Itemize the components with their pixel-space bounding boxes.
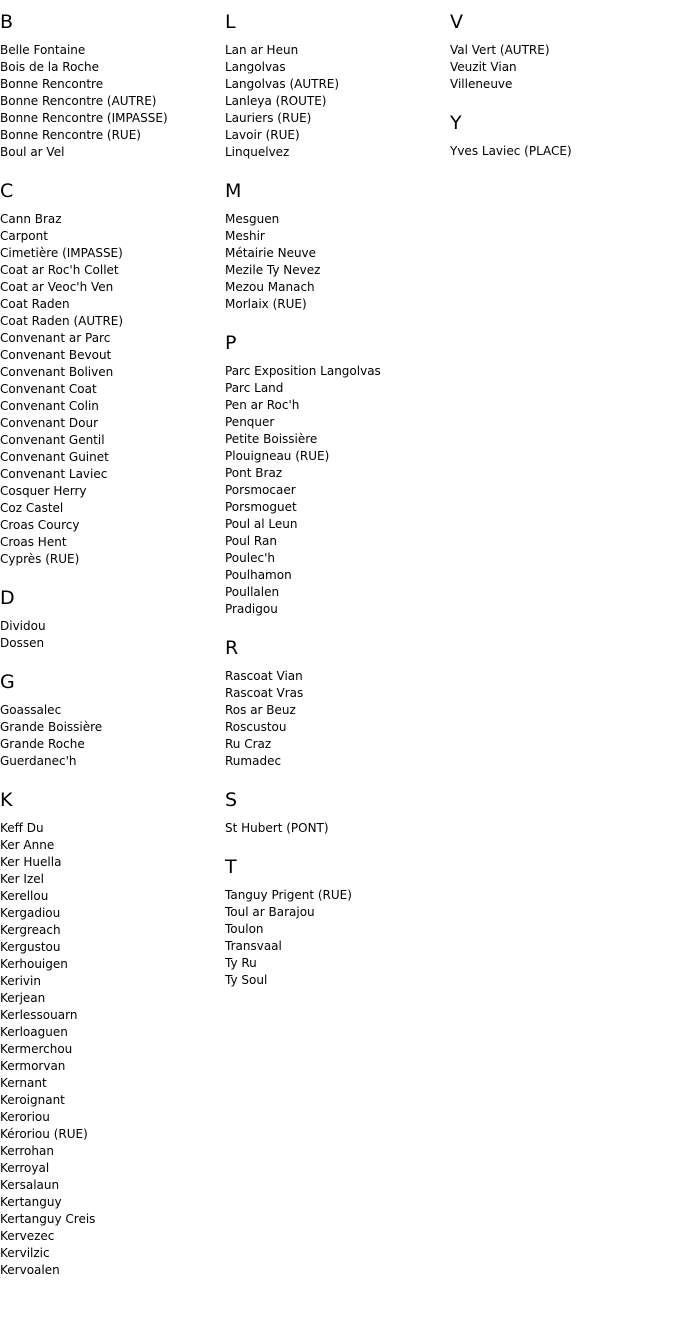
street-link[interactable]: St Hubert (PONT) xyxy=(225,821,329,835)
street-link[interactable]: Langolvas xyxy=(225,60,286,74)
street-link[interactable]: Belle Fontaine xyxy=(0,43,86,57)
list-item xyxy=(225,972,450,989)
letter-heading: P xyxy=(225,332,237,354)
list-item xyxy=(225,533,450,550)
list-item xyxy=(225,431,450,448)
entry-list xyxy=(225,820,450,837)
street-link[interactable]: Cimetière (IMPASSE) xyxy=(0,246,123,260)
street-link[interactable]: Bois de la Roche xyxy=(0,60,100,74)
street-link[interactable]: Pen ar Roc'h xyxy=(225,398,300,412)
list-item xyxy=(0,922,225,939)
entry-list xyxy=(0,820,225,1279)
list-item xyxy=(0,364,225,381)
street-link[interactable]: Tanguy Prigent (RUE) xyxy=(225,888,352,902)
list-item xyxy=(225,921,450,938)
street-link[interactable]: Val Vert (AUTRE) xyxy=(450,43,550,57)
street-link[interactable]: Lauriers (RUE) xyxy=(225,111,312,125)
list-item xyxy=(450,76,675,93)
street-link[interactable]: Toul ar Barajou xyxy=(225,905,315,919)
street-link[interactable]: Kerroyal xyxy=(0,1161,50,1175)
entry-list xyxy=(225,668,450,770)
list-item xyxy=(225,499,450,516)
street-link[interactable]: Plouigneau (RUE) xyxy=(225,449,330,463)
list-item xyxy=(0,1007,225,1024)
street-link[interactable]: Rumadec xyxy=(225,754,282,768)
entry-list xyxy=(450,143,675,160)
list-item xyxy=(225,955,450,972)
list-item xyxy=(0,939,225,956)
street-link[interactable]: Pradigou xyxy=(225,602,278,616)
list-item xyxy=(0,211,225,228)
street-link[interactable]: Poulec'h xyxy=(225,551,275,565)
letter-group xyxy=(225,179,450,313)
list-item xyxy=(0,1177,225,1194)
list-item xyxy=(225,904,450,921)
street-link[interactable]: Kerjean xyxy=(0,991,46,1005)
list-item xyxy=(225,245,450,262)
street-link[interactable]: Convenant Gentil xyxy=(0,433,105,447)
street-link[interactable]: Convenant ar Parc xyxy=(0,331,111,345)
street-link[interactable]: Dossen xyxy=(0,636,45,650)
street-link[interactable]: Yves Laviec (PLACE) xyxy=(450,144,572,158)
letter-group xyxy=(0,179,225,568)
list-item xyxy=(225,465,450,482)
list-item xyxy=(225,584,450,601)
list-item xyxy=(0,279,225,296)
list-item xyxy=(225,110,450,127)
list-item xyxy=(0,753,225,770)
entry-list xyxy=(225,211,450,313)
list-item xyxy=(225,601,450,618)
list-item xyxy=(225,685,450,702)
list-item xyxy=(0,110,225,127)
street-link[interactable]: Convenant Guinet xyxy=(0,450,109,464)
list-item xyxy=(0,228,225,245)
letter-group xyxy=(225,788,450,837)
street-link[interactable]: Kerloaguen xyxy=(0,1025,68,1039)
street-link[interactable]: Kervilzic xyxy=(0,1246,50,1260)
street-link[interactable]: Petite Boissière xyxy=(225,432,318,446)
list-item xyxy=(0,1262,225,1279)
street-link[interactable]: Veuzit Vian xyxy=(450,60,517,74)
street-link[interactable]: Bonne Rencontre (IMPASSE) xyxy=(0,111,168,125)
list-item xyxy=(225,414,450,431)
street-link[interactable]: Convenant Bevout xyxy=(0,348,112,362)
list-item xyxy=(450,143,675,160)
street-link[interactable]: Goassalec xyxy=(0,703,62,717)
list-item xyxy=(0,618,225,635)
street-link[interactable]: Toulon xyxy=(225,922,264,936)
street-link[interactable]: Poullalen xyxy=(225,585,280,599)
letter-heading: M xyxy=(225,180,242,202)
street-link[interactable]: Kermerchou xyxy=(0,1042,73,1056)
list-item xyxy=(0,1092,225,1109)
list-item xyxy=(0,59,225,76)
street-link[interactable]: Keroignant xyxy=(0,1093,65,1107)
list-item xyxy=(225,820,450,837)
street-link[interactable]: Rascoat Vras xyxy=(225,686,304,700)
street-link[interactable]: Ker Huella xyxy=(0,855,62,869)
list-item xyxy=(0,398,225,415)
list-item xyxy=(0,42,225,59)
street-link[interactable]: Lanleya (ROUTE) xyxy=(225,94,327,108)
list-item xyxy=(225,448,450,465)
street-link[interactable]: Ty Ru xyxy=(225,956,257,970)
list-item xyxy=(225,76,450,93)
street-link[interactable]: Kergadiou xyxy=(0,906,61,920)
list-item xyxy=(0,854,225,871)
list-item xyxy=(0,736,225,753)
list-item xyxy=(0,888,225,905)
street-link[interactable]: Kermorvan xyxy=(0,1059,66,1073)
street-link[interactable]: Boul ar Vel xyxy=(0,145,65,159)
letter-group xyxy=(0,586,225,652)
street-link[interactable]: Croas Hent xyxy=(0,535,67,549)
street-link[interactable]: Bonne Rencontre (AUTRE) xyxy=(0,94,157,108)
letter-heading: G xyxy=(0,671,15,693)
street-link[interactable]: Ty Soul xyxy=(225,973,268,987)
street-link[interactable]: Ker Anne xyxy=(0,838,55,852)
street-link[interactable]: Cosquer Herry xyxy=(0,484,87,498)
street-link[interactable]: Carpont xyxy=(0,229,48,243)
street-link[interactable]: Grande Roche xyxy=(0,737,85,751)
list-item xyxy=(225,380,450,397)
street-link[interactable]: Cann Braz xyxy=(0,212,62,226)
street-link[interactable]: Métairie Neuve xyxy=(225,246,317,260)
list-item xyxy=(0,245,225,262)
letter-heading: B xyxy=(0,11,14,33)
list-item xyxy=(0,76,225,93)
list-item xyxy=(225,397,450,414)
street-link[interactable]: Kerlessouarn xyxy=(0,1008,78,1022)
index-column-3 xyxy=(450,10,675,178)
street-link[interactable]: Guerdanec'h xyxy=(0,754,77,768)
list-item xyxy=(225,42,450,59)
street-link[interactable]: Kervoalen xyxy=(0,1263,60,1277)
letter-group xyxy=(450,111,675,160)
entry-list xyxy=(225,887,450,989)
entry-list xyxy=(450,42,675,93)
list-item xyxy=(225,516,450,533)
list-item xyxy=(225,363,450,380)
street-link[interactable]: Poul Ran xyxy=(225,534,277,548)
list-item xyxy=(0,1058,225,1075)
list-item xyxy=(225,262,450,279)
list-item xyxy=(225,211,450,228)
letter-heading: R xyxy=(225,637,239,659)
street-link[interactable]: Ker Izel xyxy=(0,872,44,886)
list-item xyxy=(0,1109,225,1126)
list-item xyxy=(225,59,450,76)
street-link[interactable]: Kerrohan xyxy=(0,1144,54,1158)
letter-group xyxy=(225,855,450,989)
street-link[interactable]: Kerhouigen xyxy=(0,957,68,971)
list-item xyxy=(0,990,225,1007)
list-item xyxy=(225,668,450,685)
street-link[interactable]: Langolvas (AUTRE) xyxy=(225,77,340,91)
street-link[interactable]: Bonne Rencontre xyxy=(0,77,104,91)
letter-group xyxy=(0,10,225,161)
list-item xyxy=(0,144,225,161)
street-link[interactable]: Kergreach xyxy=(0,923,61,937)
list-item xyxy=(450,42,675,59)
list-item xyxy=(225,296,450,313)
list-item xyxy=(225,736,450,753)
letter-group xyxy=(225,636,450,770)
street-link[interactable]: Kernant xyxy=(0,1076,47,1090)
list-item xyxy=(0,330,225,347)
street-link[interactable]: Mezou Manach xyxy=(225,280,315,294)
list-item xyxy=(225,482,450,499)
letter-heading: L xyxy=(225,11,236,33)
street-link[interactable]: Roscustou xyxy=(225,720,287,734)
street-link[interactable]: Pont Braz xyxy=(225,466,283,480)
street-link[interactable]: Ru Craz xyxy=(225,737,272,751)
list-item xyxy=(225,93,450,110)
street-link[interactable]: Coat ar Veoc'h Ven xyxy=(0,280,114,294)
street-link[interactable]: Kertanguy xyxy=(0,1195,62,1209)
street-link[interactable]: Grande Boissière xyxy=(0,720,103,734)
street-link[interactable]: Villeneuve xyxy=(450,77,513,91)
list-item xyxy=(0,93,225,110)
list-item xyxy=(0,973,225,990)
street-link[interactable]: Coz Castel xyxy=(0,501,64,515)
street-link[interactable]: Poulhamon xyxy=(225,568,292,582)
street-link[interactable]: Rascoat Vian xyxy=(225,669,303,683)
street-link[interactable]: Kersalaun xyxy=(0,1178,60,1192)
street-link[interactable]: Dividou xyxy=(0,619,46,633)
list-item xyxy=(0,262,225,279)
street-link[interactable]: Convenant Laviec xyxy=(0,467,108,481)
list-item xyxy=(0,466,225,483)
street-link[interactable]: Cyprès (RUE) xyxy=(0,552,80,566)
street-link[interactable]: Convenant Boliven xyxy=(0,365,114,379)
street-link[interactable]: Mesguen xyxy=(225,212,280,226)
list-item xyxy=(0,1143,225,1160)
street-link[interactable]: Kerivin xyxy=(0,974,41,988)
letter-group xyxy=(0,670,225,770)
list-item xyxy=(0,1245,225,1262)
list-item xyxy=(0,635,225,652)
street-link[interactable]: Coat ar Roc'h Collet xyxy=(0,263,119,277)
street-link[interactable]: Croas Courcy xyxy=(0,518,80,532)
list-item xyxy=(0,1228,225,1245)
street-link[interactable]: Convenant Coat xyxy=(0,382,97,396)
list-item xyxy=(225,127,450,144)
list-item xyxy=(0,1194,225,1211)
street-link[interactable]: Parc Exposition Langolvas xyxy=(225,364,381,378)
list-item xyxy=(0,837,225,854)
street-link[interactable]: Mezile Ty Nevez xyxy=(225,263,321,277)
entry-list xyxy=(0,42,225,161)
list-item xyxy=(225,753,450,770)
list-item xyxy=(225,938,450,955)
street-link[interactable]: Keff Du xyxy=(0,821,44,835)
street-link[interactable]: Kerellou xyxy=(0,889,49,903)
list-item xyxy=(0,500,225,517)
street-link[interactable]: Convenant Dour xyxy=(0,416,99,430)
letter-heading: D xyxy=(0,587,15,609)
list-item xyxy=(0,1211,225,1228)
list-item xyxy=(225,887,450,904)
street-link[interactable]: Porsmocaer xyxy=(225,483,296,497)
list-item xyxy=(0,1160,225,1177)
street-link[interactable]: Coat Raden (AUTRE) xyxy=(0,314,124,328)
list-item xyxy=(225,228,450,245)
street-link[interactable]: Porsmoguet xyxy=(225,500,297,514)
street-link[interactable]: Penquer xyxy=(225,415,275,429)
street-link[interactable]: Kéroriou (RUE) xyxy=(0,1127,88,1141)
list-item xyxy=(0,956,225,973)
street-link[interactable]: Ros ar Beuz xyxy=(225,703,296,717)
list-item xyxy=(0,432,225,449)
list-item xyxy=(0,719,225,736)
street-link[interactable]: Kertanguy Creis xyxy=(0,1212,96,1226)
list-item xyxy=(225,702,450,719)
street-link[interactable]: Linquelvez xyxy=(225,145,290,159)
entry-list xyxy=(0,618,225,652)
letter-heading: T xyxy=(225,856,237,878)
entry-list xyxy=(0,211,225,568)
index-column-1 xyxy=(0,10,225,1297)
letter-heading: S xyxy=(225,789,238,811)
letter-heading: V xyxy=(450,11,463,33)
list-item xyxy=(0,871,225,888)
list-item xyxy=(0,1024,225,1041)
street-link[interactable]: Morlaix (RUE) xyxy=(225,297,307,311)
entry-list xyxy=(225,42,450,161)
list-item xyxy=(0,127,225,144)
list-item xyxy=(0,517,225,534)
index-column-2 xyxy=(225,10,450,1007)
list-item xyxy=(0,1126,225,1143)
list-item xyxy=(0,313,225,330)
list-item xyxy=(0,483,225,500)
list-item xyxy=(225,279,450,296)
street-link[interactable]: Poul al Leun xyxy=(225,517,298,531)
list-item xyxy=(0,702,225,719)
street-link[interactable]: Parc Land xyxy=(225,381,284,395)
letter-heading: K xyxy=(0,789,13,811)
list-item xyxy=(450,59,675,76)
list-item xyxy=(0,820,225,837)
street-link[interactable]: Convenant Colin xyxy=(0,399,99,413)
street-link[interactable]: Meshir xyxy=(225,229,265,243)
letter-group xyxy=(0,788,225,1279)
list-item xyxy=(0,551,225,568)
street-link[interactable]: Lavoir (RUE) xyxy=(225,128,300,142)
letter-group xyxy=(450,10,675,93)
list-item xyxy=(0,905,225,922)
street-link[interactable]: Bonne Rencontre (RUE) xyxy=(0,128,141,142)
street-link[interactable]: Coat Raden xyxy=(0,297,70,311)
list-item xyxy=(0,347,225,364)
street-link[interactable]: Kergustou xyxy=(0,940,61,954)
list-item xyxy=(0,296,225,313)
list-item xyxy=(225,550,450,567)
street-link[interactable]: Transvaal xyxy=(225,939,282,953)
letter-heading: C xyxy=(0,180,14,202)
list-item xyxy=(225,144,450,161)
entry-list xyxy=(0,702,225,770)
letter-group xyxy=(225,331,450,618)
list-item xyxy=(0,534,225,551)
entry-list xyxy=(225,363,450,618)
street-link[interactable]: Kervezec xyxy=(0,1229,55,1243)
list-item xyxy=(0,1041,225,1058)
street-link[interactable]: Keroriou xyxy=(0,1110,50,1124)
list-item xyxy=(225,567,450,584)
list-item xyxy=(0,1075,225,1092)
list-item xyxy=(0,415,225,432)
letter-group xyxy=(225,10,450,161)
list-item xyxy=(0,449,225,466)
street-link[interactable]: Lan ar Heun xyxy=(225,43,299,57)
list-item xyxy=(0,381,225,398)
letter-heading: Y xyxy=(450,112,462,134)
list-item xyxy=(225,719,450,736)
